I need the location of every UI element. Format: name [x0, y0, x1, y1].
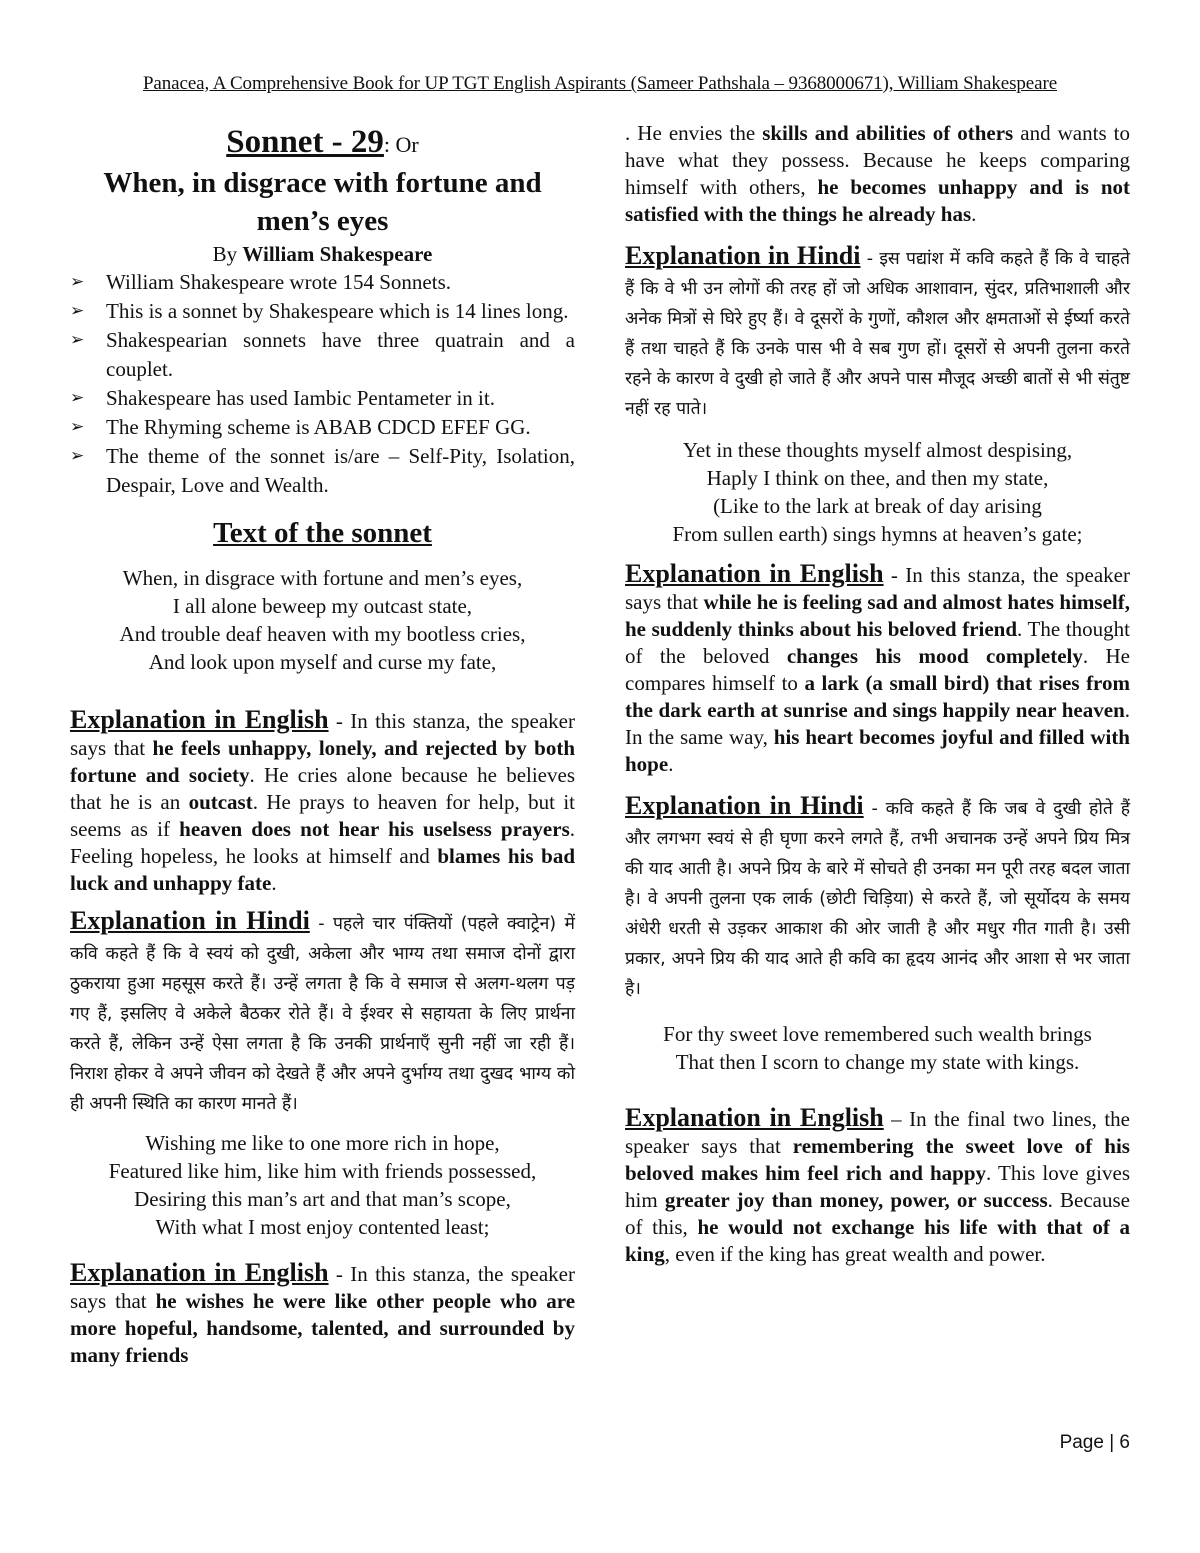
explanation-heading: Explanation in English [625, 559, 884, 588]
sonnet-title: Sonnet - 29 [226, 124, 384, 160]
arrow-bullet-icon: ➢ [70, 272, 85, 292]
verse-line: And trouble deaf heaven with my bootless cries, [119, 622, 526, 646]
verse-line: With what I most enjoy contented least; [155, 1215, 490, 1239]
explanation-heading: Explanation in English [625, 1103, 884, 1132]
verse-line: Desiring this man’s art and that man’s scope, [134, 1187, 511, 1211]
couplet [625, 1020, 1130, 1076]
verse-line: Yet in these thoughts myself almost despising, [682, 438, 1073, 462]
list-item: ➢ The theme of the sonnet is/are – Self-Pity, Isolation, Despair, Love and Wealth. [70, 444, 575, 497]
explanation-english-4: Explanation in English – In the final two lines, the speaker says that remembering the sweet love of his beloved makes him feel rich and happy. This love gives him greater joy than money, power, or success. Because of this, he would not exchange his life with that of a king, even if the king has great wealth and power. [625, 1103, 1130, 1266]
stanza-3 [625, 436, 1130, 548]
explanation-heading: Explanation in English [70, 705, 329, 734]
stanza-1 [70, 564, 575, 676]
explanation-hindi-1 [70, 907, 575, 1119]
explanation-heading: Explanation in English [70, 1258, 329, 1287]
explanation-english-2-continued: . He envies the skills and abilities of others and wants to have what they possess. Because he keeps comparing himself with others, he becomes unhappy and is not satisfied with the things he already has. [625, 121, 1130, 226]
hindi-text: - इस पद्यांश में कवि कहते हैं कि वे चाहते हैं कि वे भी उन लोगों की तरह हों जो अधिक आशावान, सुंदर, प्रतिभाशाली और अनेक मित्रों से घिरे हुए हैं। वे दूसरों के गुणों, कौशल और क्षमताओं से ईर्ष्या करते हैं तथा चाहते हैं कि उनके पास भी वे सब गुण हों। दूसरों से अपनी तुलना करते रहने के कारण वे दुखी हो जाते हैं और अपने पास मौजूद अच्छी बातों से भी संतुष्ट नहीं रह पाते। [625, 249, 1130, 419]
explanation-hindi-3 [625, 792, 1130, 1004]
running-header: Panacea, A Comprehensive Book for UP TGT English Aspirants (Sameer Pathshala – 9368000671), William Shakespeare [142, 73, 1058, 94]
byline-by: By [212, 242, 238, 266]
stanza-2 [70, 1129, 575, 1241]
arrow-bullet-icon: ➢ [70, 388, 85, 408]
list-item: ➢ Shakespearian sonnets have three quatrain and a couplet. [70, 328, 575, 381]
facts-list [70, 268, 575, 500]
sonnet-title-suffix: : Or [383, 132, 419, 157]
arrow-bullet-icon: ➢ [70, 417, 85, 437]
explanation-heading: Explanation in Hindi [625, 241, 861, 270]
explanation-english-2-start: Explanation in English - In this stanza, the speaker says that he wishes he were like other people who are more hopeful, handsome, talented, and surrounded by many friends [70, 1258, 576, 1367]
explanation-hindi-2 [625, 242, 1130, 424]
title-block [70, 120, 575, 268]
hindi-text: - कवि कहते हैं कि जब वे दुखी होते हैं और लगभग स्वयं से ही घृणा करने लगते हैं, तभी अचानक उन्हें अपने प्रिय मित्र की याद आती है। अपने प्रिय के बारे में सोचते ही उनका मन पूरी तरह बदल जाता है। वे अपनी तुलना एक लार्क (छोटी चिड़िया) से करते हैं, जो सूर्योदय के समय अंधेरी धरती से उड़कर आकाश की ओर जाती है और मधुर गीत गाती है। उसी प्रकार, अपने प्रिय की याद आते ही कवि का हृदय आनंद और आशा से भर जाता है। [625, 799, 1130, 999]
alt-title-line-1: When, in disgrace with fortune and [103, 167, 542, 199]
list-item: ➢ William Shakespeare wrote 154 Sonnets. [70, 268, 575, 297]
verse-line: For thy sweet love remembered such wealth brings [663, 1022, 1092, 1046]
alt-title-line-2: men’s eyes [256, 205, 389, 237]
explanation-english-1: Explanation in English - In this stanza, the speaker says that he feels unhappy, lonely, and rejected by both fortune and society. He cries alone because he believes that he is an outcast. He prays to heaven for help, but it seems as if heaven does not hear his uselsess prayers. Feeling hopeless, he looks at himself and blames his bad luck and unhappy fate. [70, 705, 576, 895]
arrow-bullet-icon: ➢ [70, 446, 85, 466]
arrow-bullet-icon: ➢ [70, 301, 85, 321]
verse-line: That then I scorn to change my state with kings. [675, 1050, 1080, 1074]
verse-line: Haply I think on thee, and then my state, [706, 466, 1049, 490]
hindi-text: - पहले चार पंक्तियों (पहले क्वाट्रेन) में कवि कहते हैं कि वे स्वयं को दुखी, अकेला और भाग्य तथा समाज दोनों द्वारा ठुकराया हुआ महसूस करते हैं। उन्हें लगता है कि वे समाज से अलग-थलग पड़ गए हैं, इसलिए वे अकेले बैठकर रोते हैं। वे ईश्वर से सहायता के लिए प्रार्थना करते हैं, लेकिन उन्हें ऐसा लगता है कि उनकी प्रार्थनाएँ सुनी नहीं जा रही हैं। निराश होकर वे अपने जीवन को देखते हैं और अपने दुर्भाग्य तथा दुखद भाग्य को ही अपनी स्थिति का कारण मानते हैं। [70, 914, 575, 1114]
left-column [70, 120, 575, 1379]
list-item: ➢ Shakespeare has used Iambic Pentameter in it. [70, 384, 575, 413]
list-item: ➢ This is a sonnet by Shakespeare which is 14 lines long. [70, 297, 575, 326]
right-column [625, 120, 1130, 1278]
verse-line: (Like to the lark at break of day arising [713, 494, 1042, 518]
list-item: ➢ The Rhyming scheme is ABAB CDCD EFEF GG. [70, 413, 575, 442]
author-name: William Shakespeare [242, 242, 433, 266]
verse-line: I all alone beweep my outcast state, [172, 594, 473, 618]
verse-line: When, in disgrace with fortune and men’s eyes, [122, 566, 523, 590]
text-of-sonnet-heading: Text of the sonnet [213, 517, 432, 549]
page-number: Page | 6 [1059, 1432, 1130, 1453]
explanation-heading: Explanation in Hindi [70, 906, 310, 935]
arrow-bullet-icon: ➢ [70, 330, 85, 350]
verse-line: Featured like him, like him with friends possessed, [108, 1159, 537, 1183]
verse-line: Wishing me like to one more rich in hope, [145, 1131, 500, 1155]
explanation-heading: Explanation in Hindi [625, 791, 864, 820]
byline [70, 240, 575, 268]
explanation-english-3: Explanation in English - In this stanza, the speaker says that while he is feeling sad and almost hates himself, he suddenly thinks about his beloved friend. The thought of the beloved changes his mood completely. He compares himself to a lark (a small bird) that rises from the dark earth at sunrise and sings happily near heaven. In the same way, his heart becomes joyful and filled with hope. [625, 559, 1130, 776]
verse-line: From sullen earth) sings hymns at heaven’s gate; [672, 522, 1083, 546]
verse-line: And look upon myself and curse my fate, [148, 650, 497, 674]
